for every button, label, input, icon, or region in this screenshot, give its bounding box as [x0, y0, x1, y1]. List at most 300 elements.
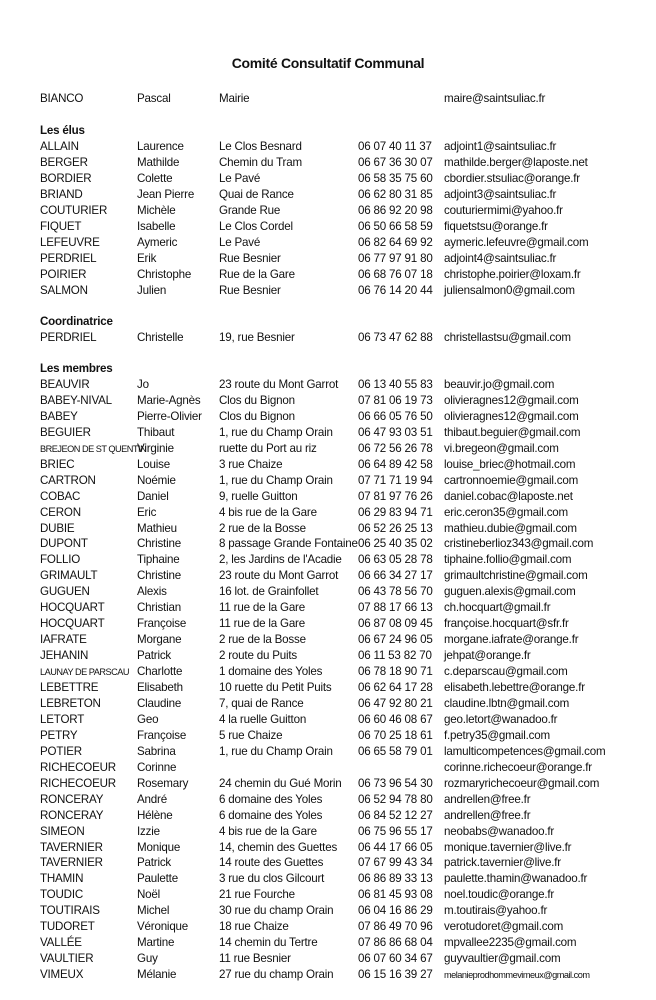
- last-name: TOUDIC: [40, 888, 84, 902]
- last-name: TAVERNIER: [40, 840, 103, 854]
- email: cristineberlioz343@gmail.com: [444, 537, 594, 551]
- phone: 06 70 25 18 61: [358, 728, 433, 742]
- phone: 06 67 24 96 05: [358, 633, 433, 647]
- address: 4 la ruelle Guitton: [219, 712, 307, 726]
- phone: 06 73 47 62 88: [358, 330, 433, 344]
- phone: 07 88 17 66 13: [358, 601, 433, 615]
- last-name: RICHECOEUR: [40, 776, 116, 790]
- email: fiquetstsu@orange.fr: [444, 219, 548, 233]
- email: guguen.alexis@gmail.com: [444, 585, 576, 599]
- address: 14 route des Guettes: [219, 856, 324, 870]
- address: 11 rue Besnier: [219, 952, 291, 966]
- table-row: [0, 632, 656, 648]
- email: couturiermimi@yahoo.fr: [444, 203, 563, 217]
- email: olivieragnes12@gmail.com: [444, 409, 579, 423]
- last-name: PERDRIEL: [40, 251, 97, 265]
- table-row: [0, 935, 656, 951]
- address: 1 domaine des Yoles: [219, 665, 323, 679]
- phone: 06 47 92 80 21: [358, 696, 433, 710]
- address: 5 rue Chaize: [219, 728, 283, 742]
- address: 19, rue Besnier: [219, 330, 295, 344]
- last-name: BERGER: [40, 155, 88, 169]
- table-row: [0, 744, 656, 760]
- address: Rue Besnier: [219, 251, 281, 265]
- first-name: Laurence: [137, 139, 184, 153]
- table-row: [0, 760, 656, 776]
- address: 2 route du Puits: [219, 649, 298, 663]
- table-row: [0, 712, 656, 728]
- address: Le Clos Besnard: [219, 139, 302, 153]
- table-row: [0, 219, 656, 235]
- first-name: Thibaut: [137, 425, 175, 439]
- last-name: BRIAND: [40, 187, 83, 201]
- last-name: LEBRETON: [40, 696, 101, 710]
- phone: 06 13 40 55 83: [358, 377, 433, 391]
- phone: 06 66 05 76 50: [358, 409, 433, 423]
- last-name: BIANCO: [40, 92, 84, 105]
- last-name: HOCQUART: [40, 617, 105, 631]
- table-row: [0, 91, 656, 107]
- email: corinne.richecoeur@orange.fr: [444, 760, 592, 774]
- first-name: Michel: [137, 904, 170, 918]
- email: noel.toudic@orange.fr: [444, 888, 555, 902]
- email: adjoint4@saintsuliac.fr: [444, 251, 557, 265]
- address: 16 lot. de Grainfollet: [219, 585, 319, 599]
- last-name: IAFRATE: [40, 633, 87, 647]
- phone: 06 64 89 42 58: [358, 457, 433, 471]
- email: neobabs@wanadoo.fr: [444, 824, 555, 838]
- address: 1, rue du Champ Orain: [219, 744, 333, 758]
- last-name: ALLAIN: [40, 139, 79, 153]
- email: thibaut.beguier@gmail.com: [444, 425, 581, 439]
- table-row: [0, 473, 656, 489]
- phone: 06 86 89 33 13: [358, 872, 433, 886]
- first-name: Pierre-Olivier: [137, 409, 202, 423]
- email: geo.letort@wanadoo.fr: [444, 712, 558, 726]
- last-name: RICHECOEUR: [40, 760, 116, 774]
- email: guyvaultier@gmail.com: [444, 952, 561, 966]
- email: paulette.thamin@wanadoo.fr: [444, 872, 588, 886]
- phone: 06 07 40 11 37: [358, 139, 432, 153]
- address: Clos du Bignon: [219, 409, 295, 423]
- last-name: BORDIER: [40, 171, 92, 185]
- email: aymeric.lefeuvre@gmail.com: [444, 235, 589, 249]
- first-name: Mélanie: [137, 968, 177, 982]
- first-name: Noël: [137, 888, 161, 902]
- address: 8 passage Grande Fontaine: [219, 537, 358, 551]
- first-name: Christine: [137, 537, 181, 551]
- first-name: Elisabeth: [137, 681, 183, 694]
- phone: 06 60 46 08 67: [358, 712, 433, 726]
- email: morgane.iafrate@orange.fr: [444, 633, 579, 647]
- table-row: [0, 489, 656, 505]
- last-name: COBAC: [40, 489, 81, 503]
- table-row: [0, 441, 656, 457]
- first-name: Geo: [137, 712, 159, 726]
- table-row: [0, 728, 656, 744]
- first-name: Pascal: [137, 92, 171, 105]
- table-row: [0, 951, 656, 967]
- phone: 06 50 66 58 59: [358, 219, 433, 233]
- first-name: André: [137, 792, 167, 806]
- last-name: BEGUIER: [40, 425, 91, 439]
- table-row: [0, 283, 656, 299]
- address: 6 domaine des Yoles: [219, 792, 323, 806]
- first-name: Françoise: [137, 617, 187, 631]
- email: christellastsu@gmail.com: [444, 330, 571, 344]
- first-name: Christian: [137, 601, 181, 615]
- email: verotudoret@gmail.com: [444, 920, 564, 934]
- email: christophe.poirier@loxam.fr: [444, 267, 581, 281]
- table-row: [0, 871, 656, 887]
- address: Grande Rue: [219, 203, 281, 217]
- last-name: PETRY: [40, 728, 78, 742]
- email: lamulticompetences@gmail.com: [444, 744, 606, 758]
- last-name: FIQUET: [40, 219, 82, 233]
- first-name: Noémie: [137, 473, 176, 487]
- last-name: LEFEUVRE: [40, 235, 100, 249]
- address: 21 rue Fourche: [219, 888, 295, 902]
- email: monique.tavernier@live.fr: [444, 840, 572, 854]
- last-name: GUGUEN: [40, 585, 90, 599]
- address: 1, rue du Champ Orain: [219, 473, 333, 487]
- first-name: Corinne: [137, 760, 177, 774]
- last-name: SIMEON: [40, 824, 85, 838]
- first-name: Sabrina: [137, 744, 176, 758]
- email: beauvir.jo@gmail.com: [444, 377, 555, 391]
- table-row: [0, 680, 656, 696]
- email: andrellen@free.fr: [444, 792, 531, 806]
- phone: 06 07 60 34 67: [358, 952, 433, 966]
- section-heading: Coordinatrice: [40, 315, 113, 328]
- address: ruette du Port au riz: [219, 441, 317, 455]
- table-row: [0, 552, 656, 568]
- table-row: [0, 155, 656, 171]
- address: 1, rue du Champ Orain: [219, 425, 333, 439]
- email: mathieu.dubie@gmail.com: [444, 521, 577, 535]
- email: vi.bregeon@gmail.com: [444, 441, 559, 455]
- last-name: GRIMAULT: [40, 569, 98, 583]
- phone: 07 81 06 19 73: [358, 393, 433, 407]
- address: 4 bis rue de la Gare: [219, 505, 317, 519]
- first-name: Guy: [137, 952, 158, 966]
- address: 4 bis rue de la Gare: [219, 824, 317, 838]
- email: daniel.cobac@laposte.net: [444, 489, 573, 503]
- last-name: VAULTIER: [40, 952, 94, 966]
- table-row: [0, 824, 656, 840]
- phone: 06 62 64 17 28: [358, 681, 433, 694]
- phone: 06 67 36 30 07: [358, 155, 433, 169]
- email: elisabeth.lebettre@orange.fr: [444, 681, 585, 694]
- address: 14, chemin des Guettes: [219, 840, 338, 854]
- first-name: Mathilde: [137, 155, 180, 169]
- address: 2 rue de la Bosse: [219, 633, 306, 647]
- table-row: [0, 696, 656, 712]
- first-name: Patrick: [137, 856, 172, 870]
- phone: 06 84 52 12 27: [358, 808, 433, 822]
- address: Quai de Rance: [219, 187, 294, 201]
- email: melanieprodhommevimeux@gmail.com: [444, 970, 590, 981]
- last-name: BRIEC: [40, 457, 75, 471]
- phone: 06 47 93 03 51: [358, 425, 433, 439]
- first-name: Christophe: [137, 267, 192, 281]
- last-name: CARTRON: [40, 473, 96, 487]
- first-name: Daniel: [137, 489, 169, 503]
- first-name: Eric: [137, 505, 157, 519]
- phone: 06 29 83 94 71: [358, 505, 433, 519]
- last-name: DUBIE: [40, 521, 75, 535]
- email: mathilde.berger@laposte.net: [444, 155, 588, 169]
- first-name: Isabelle: [137, 219, 176, 233]
- address: 18 rue Chaize: [219, 920, 289, 934]
- last-name: RONCERAY: [40, 792, 104, 806]
- first-name: Christine: [137, 569, 181, 583]
- address: Le Clos Cordel: [219, 219, 293, 233]
- address: 10 ruette du Petit Puits: [219, 681, 332, 694]
- last-name: CERON: [40, 505, 81, 519]
- phone: 07 86 86 68 04: [358, 936, 433, 950]
- email: maire@saintsuliac.fr: [444, 92, 546, 105]
- address: 2, les Jardins de l'Acadie: [219, 553, 342, 567]
- address: 11 rue de la Gare: [219, 617, 305, 631]
- table-row: [0, 808, 656, 824]
- table-row: [0, 409, 656, 425]
- first-name: Paulette: [137, 872, 178, 886]
- phone: 06 73 96 54 30: [358, 776, 433, 790]
- last-name: PERDRIEL: [40, 330, 97, 344]
- first-name: Martine: [137, 936, 175, 950]
- address: 14 chemin du Tertre: [219, 936, 318, 950]
- phone: 07 81 97 76 26: [358, 489, 433, 503]
- table-row: [0, 521, 656, 537]
- table-row: [0, 267, 656, 283]
- first-name: Louise: [137, 457, 170, 471]
- address: Rue Besnier: [219, 283, 281, 297]
- last-name: BEAUVIR: [40, 377, 90, 391]
- email: jehpat@orange.fr: [444, 649, 531, 663]
- table-row: [0, 792, 656, 808]
- phone: 06 15 16 39 27: [358, 968, 433, 982]
- email: adjoint3@saintsuliac.fr: [444, 187, 557, 201]
- email: louise_briec@hotmail.com: [444, 457, 576, 471]
- phone: 07 71 71 19 94: [358, 473, 433, 487]
- email: tiphaine.follio@gmail.com: [444, 553, 572, 567]
- email: ch.hocquart@gmail.fr: [444, 601, 551, 615]
- section-heading: Les membres: [40, 362, 113, 375]
- table-row: [0, 903, 656, 919]
- first-name: Mathieu: [137, 521, 177, 535]
- first-name: Tiphaine: [137, 553, 180, 567]
- last-name: DUPONT: [40, 537, 88, 551]
- last-name: BABEY: [40, 409, 78, 423]
- address: 30 rue du champ Orain: [219, 904, 334, 918]
- email: mpvallee2235@gmail.com: [444, 936, 577, 950]
- first-name: Michèle: [137, 203, 176, 217]
- phone: 06 44 17 66 05: [358, 840, 433, 854]
- first-name: Alexis: [137, 585, 167, 599]
- first-name: Charlotte: [137, 665, 183, 679]
- table-row: [0, 584, 656, 600]
- first-name: Jo: [137, 377, 149, 391]
- last-name: LETORT: [40, 712, 85, 726]
- email: eric.ceron35@gmail.com: [444, 505, 568, 519]
- phone: 06 68 76 07 18: [358, 267, 433, 281]
- phone: 06 04 16 86 29: [358, 904, 433, 918]
- table-row: [0, 887, 656, 903]
- phone: 06 77 97 91 80: [358, 251, 433, 265]
- phone: 06 66 34 27 17: [358, 569, 433, 583]
- last-name: THAMIN: [40, 872, 84, 886]
- email: cartronnoemie@gmail.com: [444, 473, 579, 487]
- table-row: [0, 536, 656, 552]
- address: 6 domaine des Yoles: [219, 808, 323, 822]
- first-name: Aymeric: [137, 235, 178, 249]
- email: andrellen@free.fr: [444, 808, 531, 822]
- first-name: Virginie: [137, 441, 174, 455]
- address: 27 rue du champ Orain: [219, 968, 334, 982]
- email: patrick.tavernier@live.fr: [444, 856, 561, 870]
- email: cbordier.stsuliac@orange.fr: [444, 171, 580, 185]
- phone: 06 65 58 79 01: [358, 744, 433, 758]
- phone: 06 63 05 28 78: [358, 553, 433, 567]
- table-row: [0, 393, 656, 409]
- last-name: TOUTIRAIS: [40, 904, 100, 918]
- first-name: Véronique: [137, 920, 189, 934]
- table-row: [0, 967, 656, 983]
- table-row: [0, 187, 656, 203]
- phone: 06 52 94 78 80: [358, 792, 433, 806]
- last-name: TAVERNIER: [40, 856, 103, 870]
- last-name: POTIER: [40, 744, 82, 758]
- address: 3 rue Chaize: [219, 457, 283, 471]
- first-name: Morgane: [137, 633, 182, 647]
- email: c.deparscau@gmail.com: [444, 665, 568, 679]
- section-heading: Les élus: [40, 124, 85, 137]
- phone: 06 62 80 31 85: [358, 187, 433, 201]
- table-row: [0, 235, 656, 251]
- email: olivieragnes12@gmail.com: [444, 393, 579, 407]
- last-name: JEHANIN: [40, 649, 89, 663]
- phone: 06 82 64 69 92: [358, 235, 433, 249]
- email: f.petry35@gmail.com: [444, 728, 550, 742]
- table-row: [0, 648, 656, 664]
- address: 11 rue de la Gare: [219, 601, 305, 615]
- email: grimaultchristine@gmail.com: [444, 569, 588, 583]
- last-name: POIRIER: [40, 267, 87, 281]
- phone: 06 52 26 25 13: [358, 521, 433, 535]
- table-row: [0, 330, 656, 346]
- first-name: Claudine: [137, 696, 182, 710]
- table-row: [0, 600, 656, 616]
- first-name: Erik: [137, 251, 157, 265]
- first-name: Christelle: [137, 330, 184, 344]
- phone: 06 81 45 93 08: [358, 888, 433, 902]
- address: 2 rue de la Bosse: [219, 521, 306, 535]
- first-name: Colette: [137, 171, 173, 185]
- phone: 07 67 99 43 34: [358, 856, 433, 870]
- email: rozmaryrichecoeur@gmail.com: [444, 776, 600, 790]
- table-row: [0, 251, 656, 267]
- first-name: Hélène: [137, 808, 173, 822]
- page-title: Comité Consultatif Communal: [231, 55, 425, 71]
- table-row: [0, 505, 656, 521]
- email: adjoint1@saintsuliac.fr: [444, 139, 557, 153]
- phone: 07 86 49 70 96: [358, 920, 433, 934]
- phone: 06 11 53 82 70: [358, 649, 432, 663]
- address: Chemin du Tram: [219, 155, 302, 169]
- email: françoise.hocquart@sfr.fr: [444, 617, 569, 631]
- last-name: TUDORET: [40, 920, 95, 934]
- first-name: Jean Pierre: [137, 187, 195, 201]
- last-name: BABEY-NIVAL: [40, 393, 112, 407]
- table-row: [0, 664, 656, 680]
- table-row: [0, 776, 656, 792]
- table-row: [0, 840, 656, 856]
- address: Rue de la Gare: [219, 267, 295, 281]
- table-row: [0, 616, 656, 632]
- address: Mairie: [219, 92, 250, 105]
- first-name: Izzie: [137, 824, 160, 838]
- table-row: [0, 425, 656, 441]
- phone: 06 75 96 55 17: [358, 824, 433, 838]
- first-name: Marie-Agnès: [137, 393, 201, 407]
- address: Le Pavé: [219, 235, 261, 249]
- first-name: Françoise: [137, 728, 187, 742]
- phone: 06 87 08 09 45: [358, 617, 433, 631]
- email: claudine.lbtn@gmail.com: [444, 696, 570, 710]
- last-name: FOLLIO: [40, 553, 81, 567]
- table-row: [0, 568, 656, 584]
- phone: 06 76 14 20 44: [358, 283, 433, 297]
- last-name: VIMEUX: [40, 968, 84, 982]
- last-name: LEBETTRE: [40, 681, 99, 694]
- table-row: [0, 457, 656, 473]
- table-row: [0, 203, 656, 219]
- last-name: BREJEON DE ST QUENTIN: [40, 443, 147, 454]
- table-row: [0, 171, 656, 187]
- address: 7, quai de Rance: [219, 696, 304, 710]
- table-row: [0, 377, 656, 393]
- address: Clos du Bignon: [219, 393, 295, 407]
- phone: 06 58 35 75 60: [358, 171, 433, 185]
- last-name: HOCQUART: [40, 601, 105, 615]
- table-row: [0, 139, 656, 155]
- address: 9, ruelle Guitton: [219, 489, 298, 503]
- email: m.toutirais@yahoo.fr: [444, 904, 548, 918]
- address: 3 rue du clos Gilcourt: [219, 872, 325, 886]
- last-name: COUTURIER: [40, 203, 108, 217]
- first-name: Patrick: [137, 649, 172, 663]
- address: 23 route du Mont Garrot: [219, 377, 339, 391]
- last-name: VALLÉE: [40, 936, 82, 950]
- table-row: [0, 919, 656, 935]
- last-name: RONCERAY: [40, 808, 104, 822]
- first-name: Monique: [137, 840, 181, 854]
- first-name: Rosemary: [137, 776, 189, 790]
- phone: 06 86 92 20 98: [358, 203, 433, 217]
- phone: 06 43 78 56 70: [358, 585, 433, 599]
- first-name: Julien: [137, 283, 167, 297]
- phone: 06 78 18 90 71: [358, 665, 433, 679]
- table-row: [0, 855, 656, 871]
- address: 23 route du Mont Garrot: [219, 569, 339, 583]
- last-name: SALMON: [40, 283, 88, 297]
- phone: 06 25 40 35 02: [358, 537, 433, 551]
- address: 24 chemin du Gué Morin: [219, 776, 342, 790]
- last-name: LAUNAY DE PARSCAU: [40, 667, 130, 678]
- address: Le Pavé: [219, 171, 261, 185]
- phone: 06 72 56 26 78: [358, 441, 433, 455]
